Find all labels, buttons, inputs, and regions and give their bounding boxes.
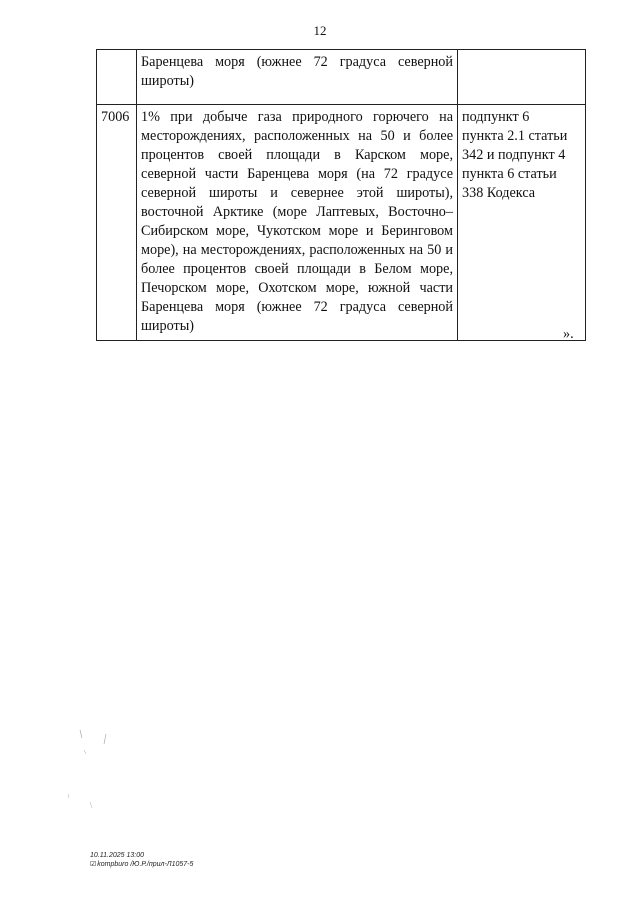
- table-row: [97, 105, 586, 341]
- reference-line: пункта 6 статьи: [462, 166, 557, 182]
- closing-quote-mark: ».: [563, 326, 574, 342]
- table-row-continuation: [97, 50, 586, 105]
- table-cell-reference: [458, 50, 586, 105]
- table-cell-reference: [458, 105, 586, 341]
- table-cell-description: 1% при добыче газа природного горючего на месторождениях, расположенных на 50 и более процентов своей площади в Карском море, северной части Баренцева моря (на 72 градусе северной широты и севернее этой широты), восточной Арктике (море Лаптевых, Восточно–Сибирском море, Чукотском море и Беринговом море), на месторождениях, расположенных на 50 и более процентов своей площади в Белом море, Печорском море, Охотском море, южной части Баренцева моря (южнее 72 градуса северной широты): [137, 105, 458, 341]
- table-cell-description: Баренцева моря (южнее 72 градуса северной широты): [137, 50, 458, 105]
- table-cell-code: [97, 50, 137, 105]
- reference-line: 342 и подпункт 4: [462, 147, 566, 163]
- reference-line: 338 Кодекса: [462, 185, 536, 201]
- page-number: 12: [313, 23, 327, 38]
- reference-line: пункта 2.1 статьи: [462, 128, 568, 144]
- codes-table: [96, 49, 586, 341]
- table-cell-code: 7006: [97, 105, 137, 341]
- footer-path: kompburo /Ю.Р./прил-Л1057-5: [97, 861, 194, 868]
- document-footer: [90, 851, 193, 869]
- reference-line: подпункт 6: [462, 109, 530, 125]
- footer-path-line: [90, 860, 193, 869]
- footer-timestamp: 10.11.2025 13:00: [90, 852, 144, 859]
- scan-noise-marks: [60, 720, 120, 820]
- checkbox-icon: ☑: [90, 861, 97, 868]
